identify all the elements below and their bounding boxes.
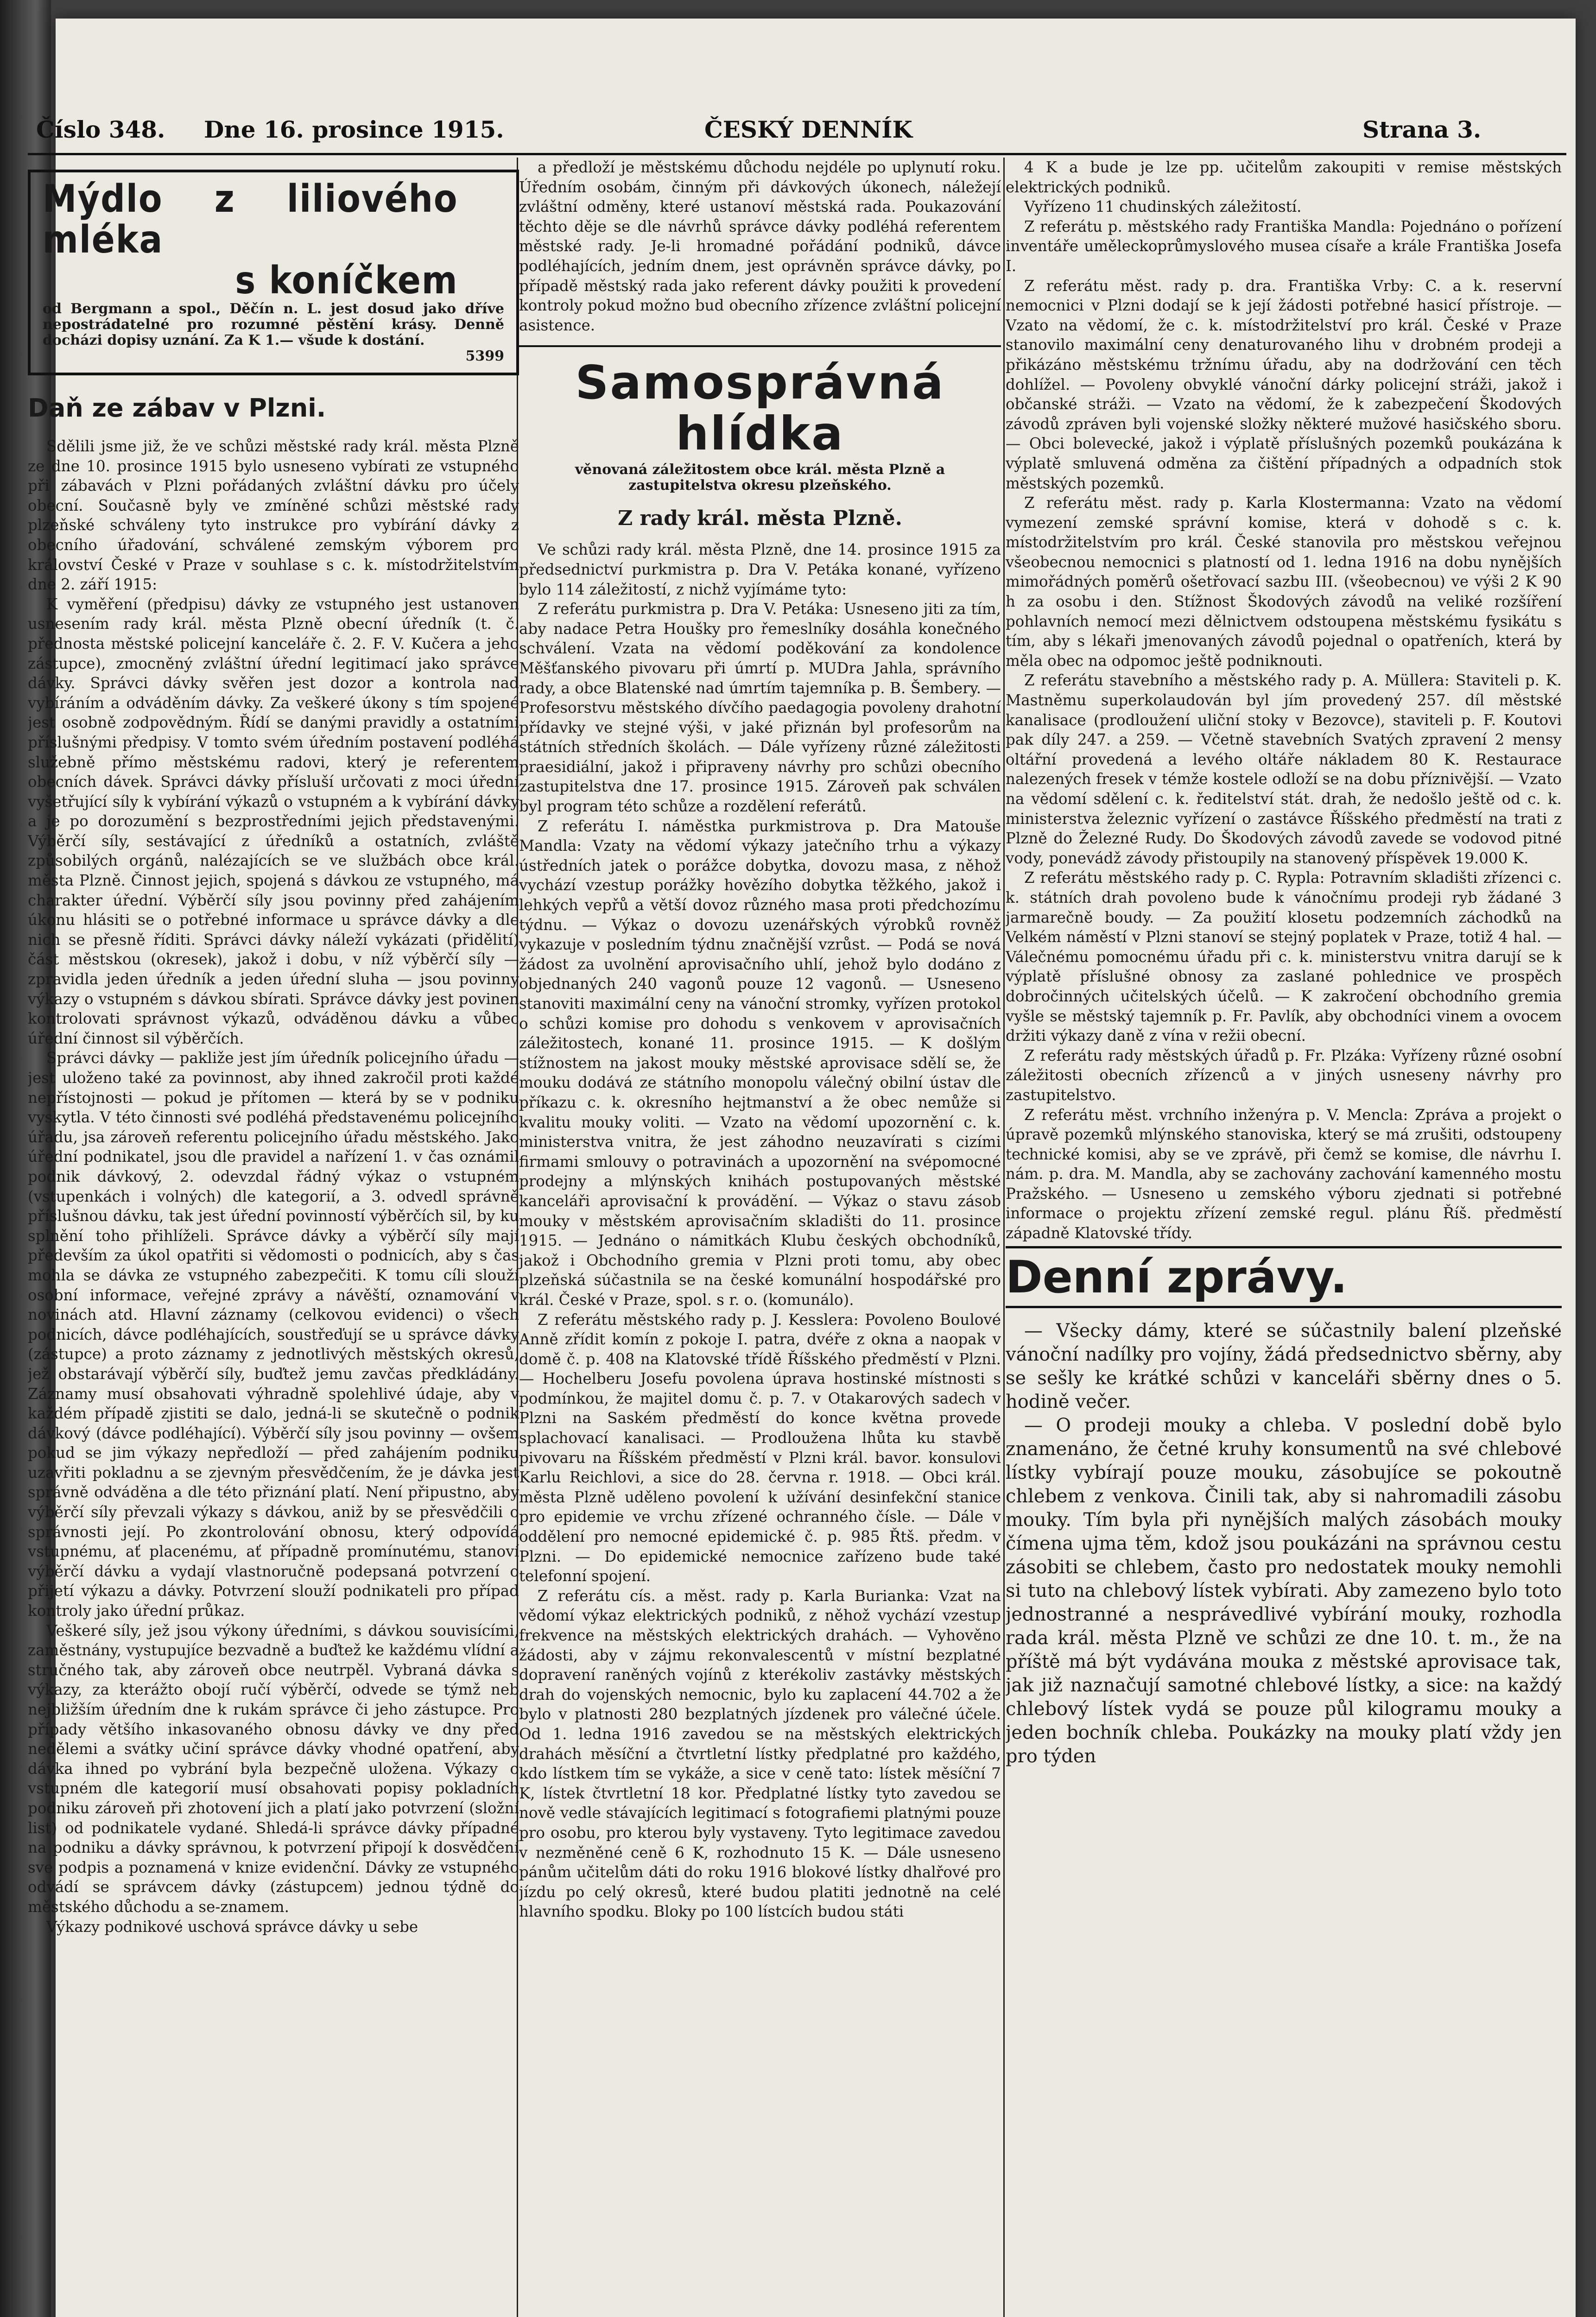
article-paragraph: 4 K a bude je lze pp. učitelům zakoupiti v remise městských elektrických podniků. — [1006, 158, 1562, 196]
article-subheading: Z rady král. města Plzně. — [618, 506, 902, 531]
column-3 — [1006, 158, 1562, 2317]
news-body — [1006, 1319, 1562, 1768]
article-paragraph: Z referátu městského rady p. J. Kesslera: Povoleno Boulové Anně zřídit komín z pokoje I. patra, dvéře z okna a naopak v domě č. p. 408 na Klatovské třídě Říšského předměstí v Plzni. — Hochelberu Josefu povolena úprava hostinské místnosti s podmínkou, že majitel domu č. p. 7. v Otakarových sadech v Plzni na Saském předměstí do konce května provede splachovací kanalisaci. — Prodloužena lhůta ku stavbě pivovaru na Říšském předměstí v Plzni král. bavor. konsulovi Karlu Reichlovi, a sice do 28. června r. 1918. — Obci král. města Plzně uděleno povolení k užívání desinfekční stanice pro epidemie ve vrchu zřízené ochranného čísle. — Dále v oddělení pro nemocné epidemické č. p. 985 Řtš. předm. v Plzni. — Do epidemické nemocnice zařízeno bude také telefonní spojení. — [519, 1310, 1001, 1585]
article-paragraph: Z referátu cís. a měst. rady p. Karla Burianka: Vzat na vědomí výkaz elektrických podniků, z něhož vychází vzestup frekvence na městských elektrických drahách. — Vyhověno žádosti, aby v zájmu rekonvalescentů v místní bezplatné dopravení raněných vojínů z kterékoliv zastávky městských drah do vojenských nemocnic, bylo ku zaplacení 44.702 a že bylo v platnosti 280 bezplatných jízdenek pro válečné účele. Od 1. ledna 1916 zavedou se na městských elektrických drahách měsíční a čtvrtletní lístky předplatné pro každého, kdo lístkem tím se vykáže, a sice v ceně tato: lístek měsíční 7 K, lístek čtvrtletní 18 kor. Předplatné lístky tyto zavedou se nově vedle stávajících legitimací s fotografiemi platnými pouze pro osobu, pro kterou byly vystaveny. Tyto legitimace zavedou v nezměněné ceně 6 K, rozhodnuto 15 K. — Dále usneseno pánům učitelům dáti do roku 1916 blokové lístky dhalřové pro jízdu po celý okresů, které budou platiti jednotně na celé hlavního spodku. Bloky po 100 lístcích budou státi — [519, 1587, 1001, 1921]
section-title: Samosprávná hlídka — [575, 355, 945, 461]
column-separator — [1003, 158, 1005, 2317]
column-1 — [28, 158, 519, 2317]
article-paragraph: Z referátu stavebního a městského rady p. A. Müllera: Staviteli p. K. Mastněmu superkolaudován byl jím provedený 257. díl městské kanalisace (prodloužení uliční stoky v Bezovce), staviteli p. F. Koutovi pak díly 247. a 259. — Včetně stavebních Svatých zpravení 2 mensy oltářní provedená a levého oltáře nákladem 80 K. Restaurace nalezených fresek v témže kostele odloží se na dobu příznivější. — Vzato na vědomí sdělení c. k. ředitelství stát. drah, že nedošlo ještě od c. k. ministerstva železnic vyřízení o zastávce Říšského předměstí na trati z Plzně do Železné Rudy. Do Škodových závodů zavede se vodovod pitné vody, ponevádž závody přistoupily na stanovený příspěvek 19.000 K. — [1006, 671, 1562, 867]
article-paragraph: Z referátu rady městských úřadů p. Fr. Plzáka: Vyřízeny různé osobní záležitosti obecních zřízenců a v jiných usneseny návrhy pro zastupitelstvo. — [1006, 1046, 1562, 1104]
article-paragraph: Veškeré síly, jež jsou výkony úředními, s dávkou souvisícími, zaměstnány, vystupujíce bezvadně a buďtež ke každému vlídní a stručného tak, aby zároveň obce neutrpěl. Vybraná dávka s výkazy, za kterážto obojí ručí výběrčí, odvede se týmž neb nejbližším úředním dne k rukám správce či jeho zástupce. Pro případy většího inkasovaného obnosu dávky ve dny před nedělemi a svátky učiní správce dávky vhodné opatření, aby dávka ihned po vybrání byla bezpečně uložena. Výkazy o vstupném dle kategorií musí obsahovati popisy pokladních podniku zároveň při zhotovení jich a platí jako potvrzení (složní list) od podnikatele vydané. Shledá-li správce dávky případné na podniku a dávky správnou, k potvrzení připojí k dosvědčení sve podpis a poznamená v knize evidenční. Dávky ze vstupného odvádí se správcem dávky (zástupcem) jednou týdně do městského důchodu a se-znamem. — [28, 1621, 519, 1916]
article-paragraph: a předloží je městskému důchodu nejdéle po uplynutí roku. Úředním osobám, činným při dávkových úkonech, náležejí zvláštní odměny, které ustanoví městská rada. Poukazování těchto děje se dle návrhů správce dávky podléhá referentem městské rady. Je-li hromadné pořádání podniků, dávce podléhajících, jedním dnem, jest oprávněn správce dávky, po případě městský rada jako referent dávky použiti k provedení kontroly pokud možno bud obecního zřízence zvláštní policejní asistence. — [519, 158, 1001, 334]
article-paragraph: Výkazy podnikové uschová správce dávky u sebe — [46, 1918, 418, 1936]
column-2 — [519, 158, 1001, 2317]
article-paragraph: Z referátu městského rady p. C. Rypla: Potravním skladišti zřízenci c. k. státních drah povoleno bude k vánočnímu prodeji ryb žádané 3 jarmarečně boudy. — Za použití klosetu podzemních záchodků na Velkém náměstí v Plzni stanoví se stejný poplatek v Praze, totiž 4 hal. — Válečnému pomocnému úřadu při c. k. ministerstvu vnitra darují se k výplatě příslušné obnosy za zaslané pohlednice ve prospěch dobročinných učitelských účelů. — K zakročení obchodního gremia vyšle se městský tajemník p. Fr. Pavlík, aby obchodníci vinem a ovocem držiti výkazy daně z vína v režii obecní. — [1006, 869, 1562, 1045]
article-paragraph: Vyřízeno 11 chudinských záležitostí. — [1024, 198, 1302, 216]
section-divider — [519, 345, 1001, 347]
section-subtitle: věnovaná záležitostem obce král. města Plzně a zastupitelstva okresu plzeňského. — [575, 462, 945, 494]
article-paragraph: Z referátu purkmistra p. Dra V. Petáka: Usneseno jiti za tím, aby nadace Petra Houšky pro řemeslníky dosáhla konečného schválení. Vzata na vědomí poděkování za kondolence Měšťanského pivovaru při úmrtí p. MUDra Jahla, správního rady, a obce Blatenské nad úmrtím tajemníka p. B. Šembery. — Profesorstvu městského dívčího paedagogia povoleny drahotní přídavky ve stejné výši, v jaké přiznán byl profesorům na státních středních školách. — Dále vyřízeny různé záležitosti praesidiální, jakož i připraveny návrhy pro schůzi obecního zastupitelstva dne 17. prosince 1915. Zároveň pak schválen byl program této schůze a rozdělení referátů. — [519, 600, 1001, 816]
article-heading: Daň ze zábav v Plzni. — [28, 393, 326, 423]
article-paragraph: Správci dávky — pakliže jest jím úředník policejního úřadu — jest uloženo také za povinnost, aby ihned zakročil proti každé nepřístojnosti — pokud je přítomen — která by se v podniku vyskytla. V této činnosti své podléhá představenému policejního úřadu, jsa zároveň referentu policejního úřadu městského. Jako úřední podnikatel, jsou dle pravidel a nařízení 1. v čas oznámil podnik dávkový, 2. odevzdal řádný výkaz o vstupném (vstupenkách i volných) dle kategorií, a 3. odvedl správně příslušnou dávku, tak jest úřední povinností výběrčích sil, by ku splnění toho přihlíželi. Správce dávky a výběrčí síly mají především za úkol opatřiti si vědomosti o podnicích, aby s čas mohla se dávka ze vstupného zabezpečiti. K tomu cíli slouží osobní informace, veřejné zprávy a návěští, oznamování v novinách atd. Hlavní záznamy (celkovou evidenci) o všech podnicích, dávce podléhajících, soustřeďují se u správce dávky (zástupce) a proto záznamy z jednotlivých městských okresů, jež obstarávají výběrčí síly, buďtež jemu zavčas předkládány. Záznamy musí obsahovati výhradně spolehlivé údaje, aby v každém případě zjistiti se dalo, jedná-li se skutečně o podnik dávkový (dávce podléhající). Výběrčí síly jsou povinny — ovšem pokud se jim výkazy nepředloží — před zahájením podniku uzavřiti pokladnu a se zjevným přesvědčením, že je dávka jest správně odváděna a dle této přiznání platí. Není připustno, aby výběrčí síly převzali výkazy s dávkou, aniž by se přesvědčili o správnosti její. Po zkontrolování obnosu, který odpovídá vstupnému, ať placenému, ať případně promínutému, stanoví výběrčí dávku a vydají vlastnoručně podepsaná potvrzení o přijetí výkazu a dávky. Potvrzení slouží podnikateli pro případ kontroly jako úřední průkaz. — [28, 1049, 519, 1620]
soap-advertisement — [28, 170, 519, 375]
masthead-rule — [28, 153, 1566, 155]
article-paragraph: Ve schůzi rady král. města Plzně, dne 14. prosince 1915 za předsednictví purkmistra p. Dra V. Petáka konané, vyřízeno bylo 114 záležitostí, z nichž vyjímáme tyto: — [519, 541, 1001, 598]
ad-text: od Bergmann a spol., Děčín n. L. jest dosud jako dříve nepostrádatelné pro rozumné pěstění krásy. Denně docházi dopisy uznání. Za K 1.— všude k dostání. — [43, 301, 504, 348]
newspaper-title: ČESKÝ DENNÍK — [704, 116, 912, 143]
news-section-heading: Denní zprávy. — [1006, 1246, 1562, 1308]
ad-title: Mýdlo z liliového mléka — [43, 177, 458, 262]
article-paragraph: Z referátu měst. rady p. Karla Klostermanna: Vzato na vědomí vymezení zemské správní komise, která v dohodě s c. k. místodržitelstvím pro král. České stanovila pro městskou veřejnou všeobecnou nemocnici s platností od 1. ledna 1916 na dobu nynějších mimořádných poměrů ošetřovací sazbu III. (všeobecnou) ve výši 2 K 90 h za osobu i den. Stížnost Škodových závodů na veliké rozšíření pohlavních nemocí mezi dělnictvem odstoupena městskému fysikátu s tím, aby s lékaři jmenovaných závodů pojednal o opatřeních, která by měla obec na odpomoc ještě podniknouti. — [1006, 494, 1562, 670]
article-paragraph: Z referátu p. městského rady Františka Mandla: Pojednáno o pořízení inventáře uměleckoprůmyslového musea císaře a krále Františka Josefa I. — [1006, 217, 1562, 275]
issue-date: Dne 16. prosince 1915. — [204, 116, 504, 143]
page-masthead — [28, 116, 1566, 153]
page-number: Strana 3. — [1362, 116, 1482, 143]
article-paragraph: Z referátu měst. vrchního inženýra p. V. Mencla: Zpráva a projekt o úpravě pozemků mlýnského stanoviska, který se má zrušiti, odstoupeny technické komisi, aby se ve zprávě, při čemž se komise, dle návrhu I. nám. p. dra. M. Mandla, aby se zachovány zachování kamenného mostu Pražského. — Usneseno u zemského výboru zjednati si potřebné informace o projektu zřízení zemské regul. plánu Říš. předměstí západně Klatovské třídy. — [1006, 1106, 1562, 1242]
article-paragraph: Z referátu I. náměstka purkmistrova p. Dra Matouše Mandla: Vzaty na vědomí výkazy jatečního trhu a výkazy ústředních jatek o porážce dobytka, dovozu masa, z něhož vychází vzestup porážky hovězího dobytka těžkého, jakož i lehkých vepřů a větší dovoz různého masa proti předchozímu týdnu. — Výkaz o dovozu uzenářských výrobků rovněž vykazuje v posledním týdnu značnější vzrůst. — Podá se nová žádost za uvolnění aprovisačního uhlí, jehož bylo dodáno z objednaných 240 vagonů pouze 12 vagonů. — Usneseno stanoviti maximální ceny na vánoční stromky, vyřízen protokol o schůzi komise pro dohodu s venkovem v aprovisačních záležitostech, konané 11. prosince 1915. — K došlým stížnostem na jakost mouky městské aprovisace sdělí se, že mouku dodává ze státního monopolu válečný obilní ústav dle příkazu c. k. okresního hejtmanství a že obec nemůže si kvalitu mouky voliti. — Vzato na vědomí upozornění c. k. ministerstva vnitra, že jest záhodno neuzavírati s cizími firmami smlouvy o potravinách a upozornění na svépomocné prodejny a mlýnských knihách postupovaných městské kanceláři aprovisační k provádění. — Výkaz o stavu zásob mouky v městském aprovisačním skladišti do 11. prosince 1915. — Jednáno o námitkách Klubu českých obchodníků, jakož i Obchodního gremia v Plzni proti tomu, aby obec plzeňská súčastnila se na české komunální hospodářské pro král. České v Praze, spol. s r. o. (komunálo). — [519, 817, 1001, 1309]
article-paragraph: K vyměření (předpisu) dávky ze vstupného jest ustanoven usnesením rady král. města Plzně obecní úředník (t. č. přednosta městské policejní kanceláře č. 2. F. V. Kučera a jeho zástupce), zmocněný zvláštní úřední legitimací jako správce dávky. Správci dávky svěřen jest dozor a kontrola nad vybíráním a odváděním dávky. Za veškeré úkony s tím spojené jest osobně zodpovědným. Řídí se danými pravidly a ostatními příslušnými předpisy. V tomto svém úředním postavení podléhá služebně přímo městskému radovi, který je referentem obecních dávek. Správci dávky přísluší určovati z moci úřední vyšetřující síly k vybírání výkazů o vstupném a k vybírání dávky a je po dorozumění s bezprostředními jejich představenými. Výběrčí síly, sestávající z úředníků a ostatních, zvláště způsobilých orgánů, nalézajících se ve službách obce král. města Plzně. Činnost jejich, spojená s dávkou ze vstupného, má charakter úřední. Výběrčí síly jsou povinny před zahájením úkonu hlásiti se o potřebné informace u správce dávky a dle nich se přesně říditi. Správci dávky náleží vykázati (přidělití) část městskou (okresek), jakož i dobu, v níž výběrčí síly — zpravidla jeden úředník a jeden úřední sluha — jsou povinny výkazy o vstupném s dávkou sbírati. Správce dávky jest povinen kontrolovati správnost výkazů, odváděnou dávku a vůbec úřední činnost sil výběrčích. — [28, 595, 519, 1047]
ad-title-2: s koníčkem — [235, 259, 458, 303]
article-paragraph: Z referátu měst. rady p. dra. Františka Vrby: C. a k. reservní nemocnici v Plzni dodají se k její žádosti potřebné hasicí přístroje. — Vzato na vědomí, že c. k. místodržitelství pro král. České v Praze stanovilo maximální ceny denaturovaného lihu v drobném prodeji a přikázáno městskému tržnímu úřadu, aby na dodržování cen těch dohlížel. — Povoleny obvyklé vánoční dárky policejní stráži, jakož i občanské stráži. — Vzato na vědomí, že k zabezpečení Škodových závodů zpráven byli vojenské složky některé mužové hasičského sboru. — Obci bolevecké, jakož i výplatě příslušných pozemků poukázána k výplatě smluvená odměna za čištění případných a odpadních stok městských pozemků. — [1006, 277, 1562, 492]
news-paragraph: — O prodeji mouky a chleba. V poslední době bylo znamenáno, že četné kruhy konsumentů na své chlebové lístky vybírají pouze mouku, zásobujíce se pokoutně chlebem z venkova. Činili tak, aby si nahromadili zásobu mouky. Tím byla při nynějších malých zásobách mouky čímena ujma těm, kdož jsou poukázáni na správnou cestu zásobiti se chlebem, často pro nedostatek mouky nemohli si tuto na chlebový lístek vybírati. Aby zamezeno bylo toto jednostranné a nesprávedlivé vybírání mouky, rozhodla rada král. města Plzně ve schůzi ze dne 10. t. m., že na příště má být vydávána mouka z městské aprovisace tak, jak již naznačují samotné chlebové lístky, a sice: na každý chlebový lístek vydá se pouze půl kilogramu mouky a jeden bochník chleba. Poukázky na mouky platí vždy jen pro týden — [1006, 1414, 1562, 1767]
article-paragraph: Sdělili jsme již, že ve schůzi městské rady král. města Plzně ze dne 10. prosince 1915 bylo usneseno vybírati ze vstupného při zábavách v Plzni pořádaných zvláštní dávku pro účely obecní. Současně byly ve zmíněné schůzi městské rady plzeňské schváleny tyto instrukce pro vybírání dávky z obecního úřadování, schválené zemským výborem pro království České v Praze v souhlase s c. k. místodržitelstvím dne 2. září 1915: — [28, 437, 519, 594]
issue-number: Číslo 348. — [36, 116, 165, 143]
ad-number: 5399 — [465, 348, 504, 364]
news-paragraph: — Všecky dámy, které se súčastnily balení plzeňské vánoční nadílky pro vojíny, žádá předsednictvo sběrny, aby se sešly ke krátké schůzi v kanceláři sběrny dnes o 5. hodině večer. — [1006, 1320, 1562, 1412]
